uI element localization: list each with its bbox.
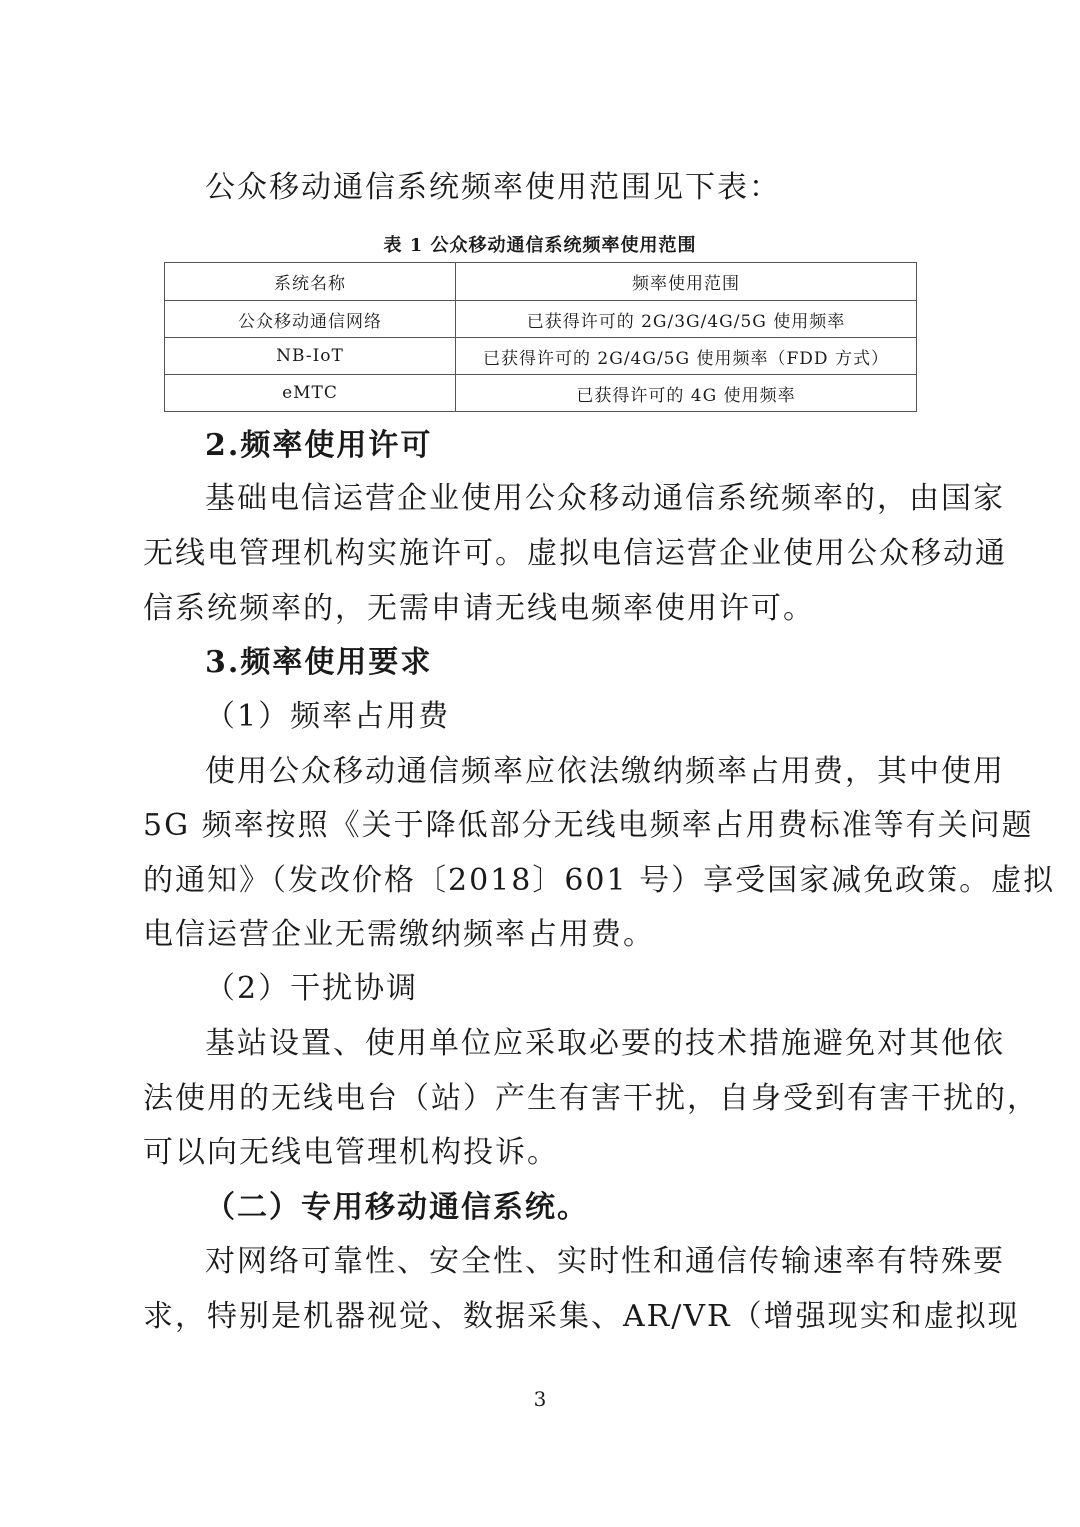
section2-line: 信系统频率的，无需申请无线电频率使用许可。 — [143, 591, 815, 626]
section3-heading: 3.频率使用要求 — [205, 645, 433, 680]
table-caption: 表 1 公众移动通信系统频率使用范围 — [383, 235, 697, 256]
table-cell-system: eMTC — [165, 375, 456, 412]
section-b-line: 对网络可靠性、安全性、实时性和通信传输速率有特殊要 — [205, 1244, 1005, 1279]
section2-line: 无线电管理机构实施许可。虚拟电信运营企业使用公众移动通 — [143, 536, 1007, 571]
page-number: 3 — [533, 1387, 547, 1411]
table-header-range: 频率使用范围 — [456, 263, 917, 301]
sub1-heading: （1）频率占用费 — [205, 699, 451, 734]
section2-heading: 2.频率使用许可 — [205, 428, 433, 463]
sub2-line: 基站设置、使用单位应采取必要的技术措施避免对其他依 — [205, 1026, 1005, 1061]
table-header-row — [165, 263, 917, 301]
sub2-line: 可以向无线电管理机构投诉。 — [143, 1135, 559, 1170]
sub2-heading: （2）干扰协调 — [205, 971, 419, 1006]
sub1-line: 5G 频率按照《关于降低部分无线电频率占用费标准等有关问题 — [143, 808, 1034, 843]
table-row — [165, 338, 917, 375]
table-cell-range: 已获得许可的 2G/3G/4G/5G 使用频率 — [456, 301, 917, 338]
section2-line: 基础电信运营企业使用公众移动通信系统频率的，由国家 — [205, 481, 1005, 516]
sub1-line: 电信运营企业无需缴纳频率占用费。 — [143, 917, 655, 952]
sub2-line: 法使用的无线电台（站）产生有害干扰，自身受到有害干扰的， — [143, 1081, 1039, 1116]
table-header-system: 系统名称 — [165, 263, 456, 301]
table-cell-range: 已获得许可的 4G 使用频率 — [456, 375, 917, 412]
section-b-line: 求，特别是机器视觉、数据采集、AR/VR（增强现实和虚拟现 — [143, 1299, 1020, 1334]
sub1-line: 使用公众移动通信频率应依法缴纳频率占用费，其中使用 — [205, 754, 1005, 789]
table-row — [165, 375, 917, 412]
table-row — [165, 301, 917, 338]
table-cell-system: 公众移动通信网络 — [165, 301, 456, 338]
frequency-table — [164, 262, 917, 412]
sub1-line: 的通知》（发改价格〔2018〕601 号）享受国家减免政策。虚拟 — [143, 863, 1056, 898]
table-cell-system: NB-IoT — [165, 338, 456, 375]
table-cell-range: 已获得许可的 2G/4G/5G 使用频率（FDD 方式） — [456, 338, 917, 375]
intro-line: 公众移动通信系统频率使用范围见下表： — [205, 170, 781, 205]
section-b-heading: （二）专用移动通信系统。 — [205, 1190, 589, 1225]
